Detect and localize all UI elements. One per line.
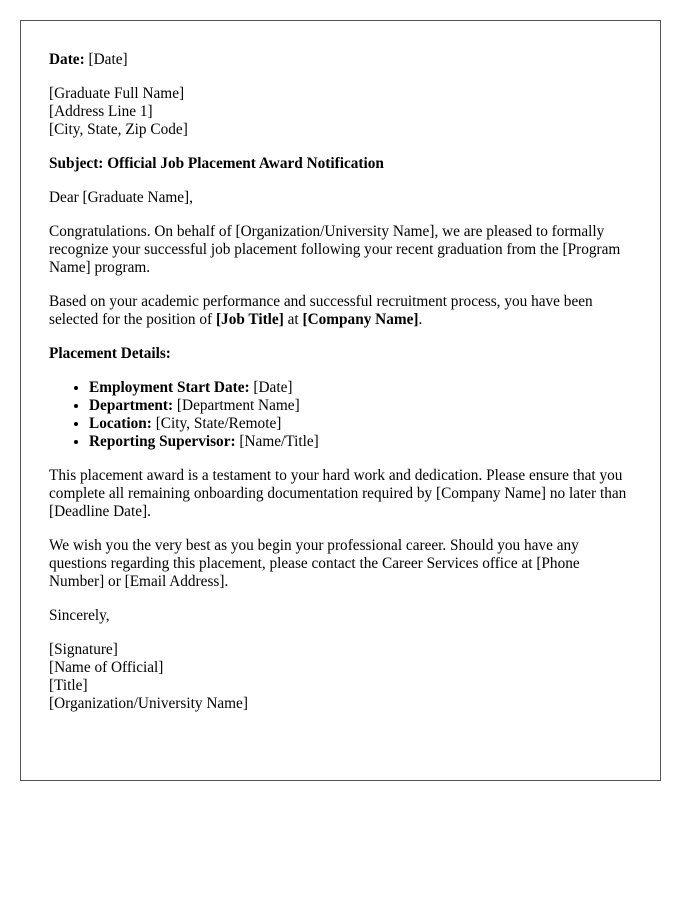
date-line xyxy=(49,51,632,69)
detail-value-start-date: [Date] xyxy=(249,379,293,396)
detail-label-start-date: Employment Start Date: xyxy=(89,379,250,396)
job-title: [Job Title] xyxy=(215,311,284,328)
official-organization: [Organization/University Name] xyxy=(49,695,248,712)
signature-block xyxy=(49,641,632,713)
paragraph-position xyxy=(49,293,632,329)
recipient-address-line1: [Address Line 1] xyxy=(49,103,153,120)
position-text-middle: at xyxy=(283,311,303,328)
official-name: [Name of Official] xyxy=(49,659,164,676)
details-heading: Placement Details: xyxy=(49,345,171,362)
closing: Sincerely, xyxy=(49,607,110,624)
list-item xyxy=(89,415,632,433)
list-item xyxy=(89,379,632,397)
letter-container xyxy=(20,20,661,781)
date-label: Date: xyxy=(49,51,85,68)
detail-value-location: [City, State/Remote] xyxy=(151,415,282,432)
position-text-after: . xyxy=(418,311,423,328)
detail-label-supervisor: Reporting Supervisor: xyxy=(89,433,236,450)
recipient-city-state-zip: [City, State, Zip Code] xyxy=(49,121,188,138)
detail-value-supervisor: [Name/Title] xyxy=(235,433,319,450)
paragraph-best-wishes: We wish you the very best as you begin your professional career. Should you have any questions regarding this placement, please contact the Career Services office at [Phone Number] or [Email Address]. xyxy=(49,537,580,590)
salutation: Dear [Graduate Name], xyxy=(49,189,193,206)
detail-value-department: [Department Name] xyxy=(173,397,300,414)
subject-line: Subject: Official Job Placement Award Notification xyxy=(49,155,384,172)
official-title: [Title] xyxy=(49,677,88,694)
company-name: [Company Name] xyxy=(302,311,419,328)
position-text-before: Based on your academic performance and successful recruitment process, you have been selected for the position of xyxy=(49,293,593,328)
date-value: [Date] xyxy=(84,51,128,68)
signature-placeholder: [Signature] xyxy=(49,641,118,658)
recipient-address xyxy=(49,85,632,139)
paragraph-congratulations: Congratulations. On behalf of [Organization/University Name], we are pleased to formally recognize your successful job placement following your recent graduation from the [Program Name] program. xyxy=(49,223,621,276)
list-item xyxy=(89,397,632,415)
detail-label-location: Location: xyxy=(89,415,152,432)
recipient-name: [Graduate Full Name] xyxy=(49,85,185,102)
paragraph-testament: This placement award is a testament to your hard work and dedication. Please ensure that you complete all remaining onboarding documentation required by [Company Name] no later than [Deadline Date]. xyxy=(49,467,627,520)
list-item xyxy=(89,433,632,451)
detail-label-department: Department: xyxy=(89,397,174,414)
placement-details-list xyxy=(49,379,632,451)
